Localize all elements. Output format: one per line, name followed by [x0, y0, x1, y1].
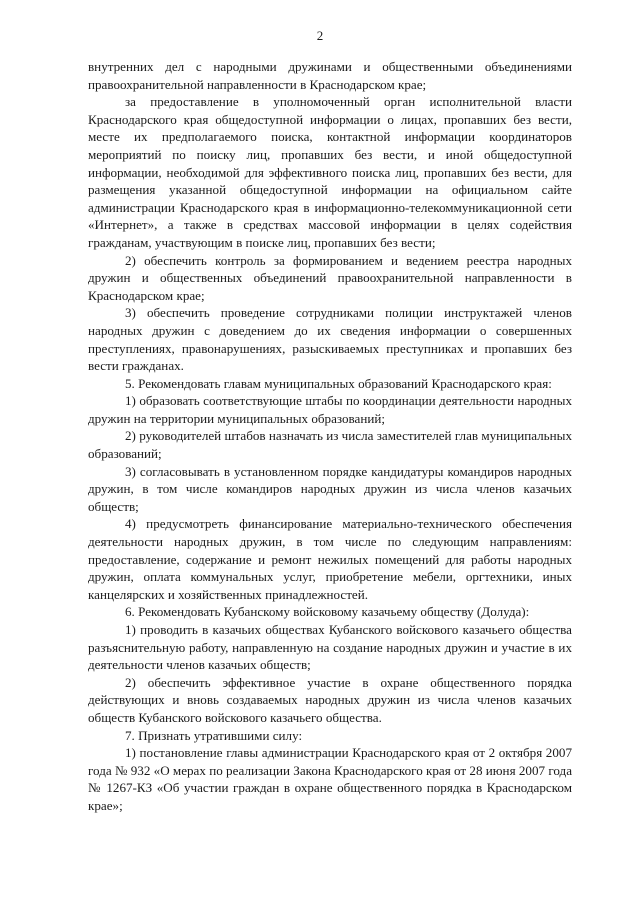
paragraph-14: 1) постановление главы администрации Краснодарского края от 2 октября 2007 года № 932 «О мерах по реализации Закона Краснодарского края от 28 июня 2007 года № 1267-КЗ «Об участии граждан в охране общественного порядка в Краснодарском крае»; — [88, 745, 573, 813]
page-number: 2 — [316, 28, 324, 43]
document-body — [88, 58, 572, 815]
paragraph-3: 2) обеспечить контроль за формированием и ведением реестра народных дружин и общественных объединений правоохранительной направленности в Краснодарском крае; — [88, 252, 572, 303]
paragraph-11: 1) проводить в казачьих обществах Кубанского войскового казачьего общества разъяснительную работу, направленную на создание народных дружин и участие в их деятельности членов казачьих обществ; — [88, 622, 572, 673]
paragraph-8: 3) согласовывать в установленном порядке кандидатуры командиров народных дружин, в том числе командиров народных дружин из числа членов казачьих обществ; — [88, 463, 572, 514]
paragraph-1: внутренних дел с народными дружинами и общественными объединениями правоохранительной направленности в Краснодарском крае; — [88, 59, 572, 92]
paragraph-12: 2) обеспечить эффективное участие в охране общественного порядка действующих и вновь создаваемых народных дружин из числа членов казачьих обществ Кубанского войскового казачьего общества. — [88, 674, 572, 725]
paragraph-4: 3) обеспечить проведение сотрудниками полиции инструктажей членов народных дружин с доведением до их сведения информации о совершенных преступлениях, правонарушениях, разыскиваемых преступниках и пропавших без вести гражданах. — [88, 305, 572, 374]
paragraph-5: 5. Рекомендовать главам муниципальных образований Краснодарского края: — [125, 375, 552, 391]
paragraph-7: 2) руководителей штабов назначать из числа заместителей глав муниципальных образований; — [88, 428, 572, 462]
paragraph-6: 1) образовать соответствующие штабы по координации деятельности народных дружин на территории муниципальных образований; — [88, 393, 572, 426]
paragraph-10: 6. Рекомендовать Кубанскому войсковому казачьему обществу (Долуда): — [125, 604, 530, 620]
paragraph-9: 4) предусмотреть финансирование материально-технического обеспечения деятельности народных дружин, в том числе по следующим направлениям: предоставление, содержание и ремонт нежилых помещений для работы народных дружин, оплата коммунальных услуг, приобретение мебели, оргтехники, иных канцелярских и хозяйственных принадлежностей. — [88, 516, 572, 602]
paragraph-2: за предоставление в уполномоченный орган исполнительной власти Краснодарского края общедоступной информации о лицах, пропавших без вести, месте их предполагаемого поиска, контактной информации координаторов мероприятий по поиску лиц, пропавших без вести, и иной общедоступной информации, необходимой для эффективного поиска лиц, пропавших без вести, для размещения указанной общедоступной информации на официальном сайте администрации Краснодарского края в информационно-телекоммуникационной сети «Интернет», а также в средствах массовой информации в целях содействия гражданам, участвующим в поиске лиц, пропавших без вести; — [88, 94, 572, 250]
paragraph-13: 7. Признать утратившими силу: — [125, 727, 303, 743]
